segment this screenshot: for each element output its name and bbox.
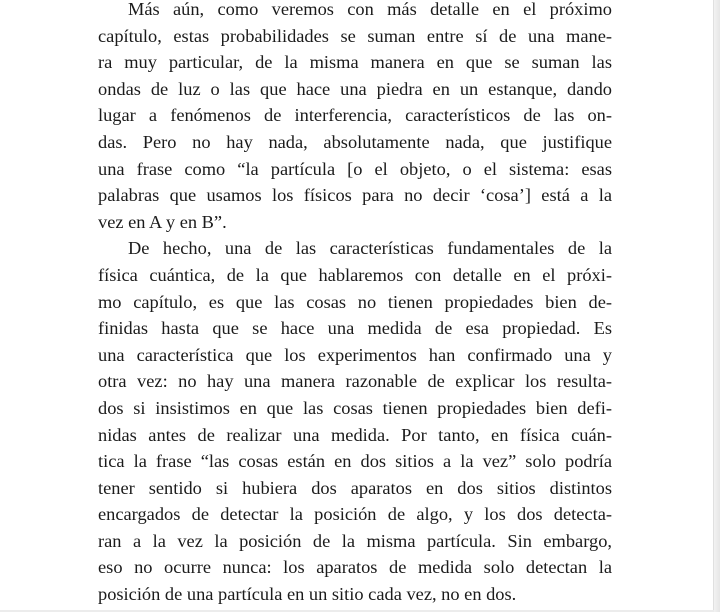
text-line: das. Pero no hay nada, absolutamente nada, que justifique (98, 131, 612, 152)
text-line: física cuántica, de la que hablaremos con detalle en el próxi- (98, 264, 612, 285)
paragraph-2 (98, 235, 612, 607)
body-text (98, 0, 612, 608)
text-line: Más aún, como veremos con más detalle en el próximo (128, 0, 612, 19)
text-line: De hecho, una de las características fundamentales de la (128, 238, 612, 259)
text-line: dos si insistimos en que las cosas tienen propiedades bien defi- (98, 397, 612, 418)
paragraph-1 (98, 0, 612, 235)
text-line: vez en A y en B”. (98, 211, 227, 232)
text-line: tica la frase “las cosas están en dos sitios a la vez” solo podría (98, 451, 612, 472)
text-line: una característica que los experimentos han confirmado una y (98, 344, 612, 365)
text-line: posición de una partícula en un sitio cada vez, no en dos. (98, 584, 517, 605)
text-line: finidas hasta que se hace una medida de esa propiedad. Es (98, 318, 612, 339)
text-line: una frase como “la partícula [o el objeto, o el sistema: esas (98, 158, 612, 179)
text-line: capítulo, estas probabilidades se suman entre sí de una mane- (98, 25, 612, 46)
text-line: palabras que usamos los físicos para no decir ‘cosa’] está a la (98, 185, 612, 206)
text-line: otra vez: no hay una manera razonable de explicar los resulta- (98, 371, 612, 392)
text-line: nidas antes de realizar una medida. Por tanto, en física cuán- (98, 424, 612, 445)
text-line: tener sentido si hubiera dos aparatos en dos sitios distintos (98, 477, 612, 498)
text-line: lugar a fenómenos de interferencia, característicos de las on- (98, 105, 612, 126)
text-line: eso no ocurre nunca: los aparatos de medida solo detectan la (98, 557, 612, 578)
text-line: mo capítulo, es que las cosas no tienen propiedades bien de- (98, 291, 612, 312)
page-edge-shadow (713, 0, 720, 612)
text-line: encargados de detectar la posición de algo, y los dos detecta- (98, 504, 612, 525)
text-line: ondas de luz o las que hace una piedra en un estanque, dando (98, 78, 612, 99)
text-line: ra muy particular, de la misma manera en que se suman las (98, 52, 612, 73)
text-line: ran a la vez la posición de la misma partícula. Sin embargo, (98, 530, 612, 551)
